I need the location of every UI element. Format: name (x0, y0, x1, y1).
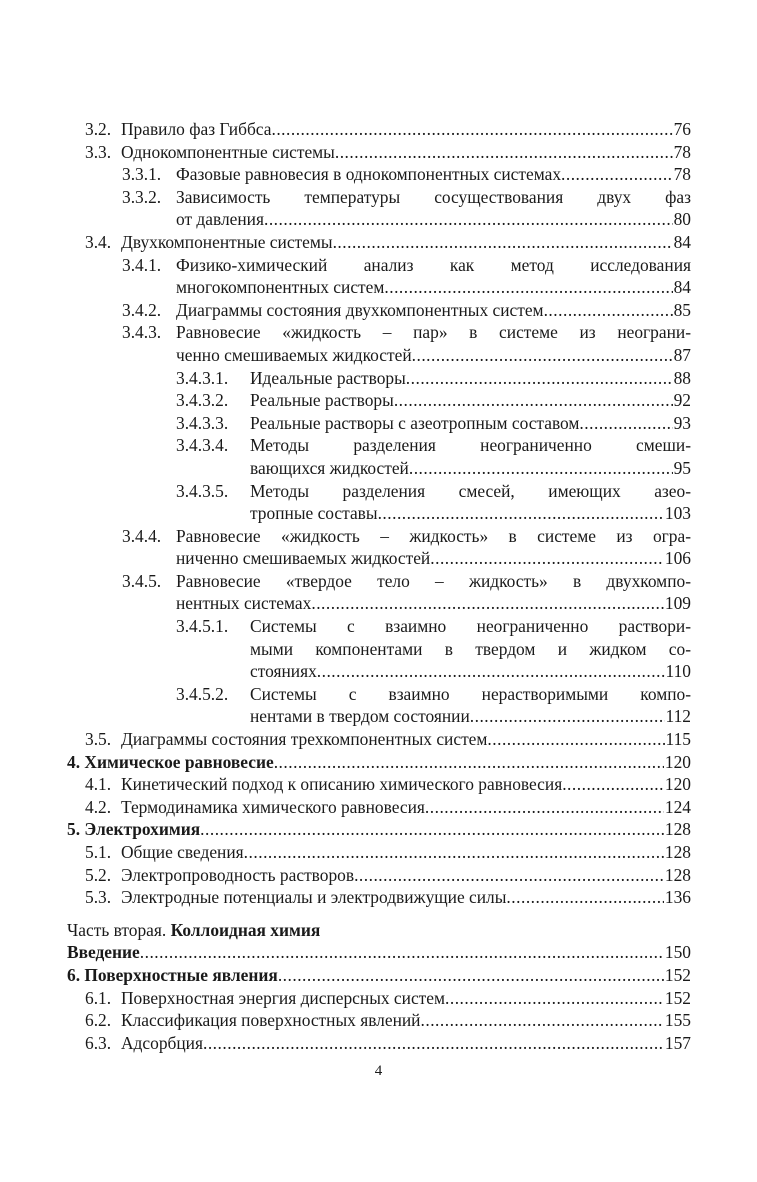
entry-title: нентных системах (176, 593, 312, 614)
toc-entry-5-3[interactable] (67, 886, 691, 909)
entry-title: ченно смешиваемых жидкостей (176, 344, 412, 365)
leader-dots (378, 502, 664, 525)
page-number: 109 (664, 593, 691, 614)
entry-number: 3.4.2. (122, 299, 162, 320)
leader-dots (430, 547, 664, 570)
entry-title: стояниях (250, 661, 317, 682)
leader-dots (561, 163, 673, 186)
entry-number: 3.4.1. (122, 254, 162, 275)
entry-title-line: Равновесие «жидкость – жидкость» в системе из огра- (176, 525, 691, 546)
leader-dots (544, 299, 673, 322)
entry-title: Адсорбция (121, 1032, 203, 1053)
leader-dots (425, 796, 664, 819)
leader-dots (384, 276, 672, 299)
page-folio: 4 (374, 1063, 383, 1079)
toc-entry-5-2[interactable] (67, 864, 691, 887)
entry-number: 3.2. (85, 119, 112, 139)
entry-title: Реальные растворы с азеотропным составом (250, 412, 580, 433)
toc-chapter-5[interactable] (67, 818, 691, 841)
entry-title: Реальные растворы (250, 390, 394, 411)
entry-number: 3.3. (85, 141, 112, 162)
entry-title-line: мыми компонентами в твердом и жидком со- (250, 638, 691, 659)
toc-entry-3-3-1[interactable] (67, 163, 691, 186)
entry-title: Диаграммы состояния трехкомпонентных систем (121, 729, 488, 750)
toc-entry-3-4-3-5[interactable] (67, 480, 691, 525)
toc-entry-3-4-4[interactable] (67, 525, 691, 570)
toc-entry-3-4-3-2[interactable] (67, 389, 691, 412)
entry-title-line: Системы с взаимно нерастворимыми компо- (250, 683, 691, 704)
page-number: 136 (664, 887, 691, 908)
toc-entry-3-4-2[interactable] (67, 299, 691, 322)
leader-dots (271, 118, 672, 141)
leader-dots (394, 389, 673, 412)
toc-entries-part-two (67, 941, 691, 1054)
entry-number: 3.4.3.1. (176, 367, 229, 388)
entry-number: 6.2. (85, 1010, 112, 1031)
part-heading (67, 919, 691, 942)
entry-title: от давления (176, 209, 264, 230)
chapter-number: 5. (67, 819, 81, 840)
page-number: 152 (664, 964, 691, 985)
entry-number: 6.3. (85, 1032, 112, 1053)
leader-dots (317, 660, 665, 683)
toc-entry-3-5[interactable] (67, 728, 691, 751)
page-number: 155 (664, 1010, 691, 1031)
page-number: 87 (673, 344, 691, 365)
page-number: 95 (673, 457, 691, 478)
toc-entry-6-3[interactable] (67, 1032, 691, 1055)
page-number: 152 (664, 987, 691, 1008)
page-number: 76 (673, 119, 691, 139)
entry-number: 3.4.4. (122, 525, 162, 546)
page-number: 84 (673, 231, 691, 252)
entry-number: 3.4.5.1. (176, 616, 229, 637)
page-number: 103 (664, 503, 691, 524)
entry-title: Двухкомпонентные системы (121, 231, 333, 252)
entry-title-line: Методы разделения смесей, имеющих азео- (250, 480, 691, 501)
entry-title: Правило фаз Гиббса (121, 119, 272, 139)
page-number: 80 (673, 209, 691, 230)
entry-number: 4.1. (85, 774, 112, 795)
entry-title: Электродные потенциалы и электродвижущие силы (121, 887, 507, 908)
leader-dots (445, 987, 664, 1010)
leader-dots (354, 864, 664, 887)
page-number: 78 (673, 164, 691, 185)
entry-title: ниченно смешиваемых жидкостей (176, 548, 431, 569)
chapter-title: Электрохимия (84, 819, 201, 840)
leader-dots (333, 231, 673, 254)
toc-entry-3-3[interactable] (67, 141, 691, 164)
toc-entry-3-4[interactable] (67, 231, 691, 254)
entry-title: Фазовые равновесия в однокомпонентных системах (176, 164, 562, 185)
page-number: 93 (673, 412, 691, 433)
toc-entry-3-3-2[interactable] (67, 186, 691, 231)
leader-dots (335, 141, 673, 164)
page-number: 115 (665, 729, 691, 750)
part-prefix: Часть вторая. (67, 919, 167, 940)
entry-number: 5.1. (85, 842, 112, 862)
toc-entries (67, 118, 691, 909)
entry-number: 3.5. (85, 729, 112, 750)
toc-entry-6-2[interactable] (67, 1009, 691, 1032)
page-number: 124 (664, 796, 691, 817)
leader-dots (487, 728, 664, 751)
entry-title-line: Равновесие «жидкость – пар» в системе из неограни- (176, 322, 691, 343)
toc-entry-3-4-5-1[interactable] (67, 615, 691, 683)
leader-dots (274, 751, 664, 774)
entry-number: 3.4.5.2. (176, 683, 229, 704)
entry-number: 4.2. (85, 796, 112, 817)
toc-entry-4-2[interactable] (67, 796, 691, 819)
entry-title: Электропроводность растворов (121, 864, 355, 885)
entry-number: 3.4.3.3. (176, 412, 229, 433)
leader-dots (470, 705, 665, 728)
page-number: 128 (664, 842, 691, 862)
toc-entry-4-1[interactable] (67, 773, 691, 796)
page-number: 128 (664, 819, 691, 840)
entry-title: Классификация поверхностных явлений (121, 1010, 421, 1031)
table-of-contents (67, 118, 691, 1054)
chapter-title: Введение (67, 942, 140, 963)
page-number: 88 (673, 367, 691, 388)
entry-number: 3.3.1. (122, 164, 162, 185)
page-number: 84 (673, 277, 691, 298)
leader-dots (200, 818, 664, 841)
leader-dots (409, 457, 673, 480)
leader-dots (421, 1009, 664, 1032)
entry-number: 3.4. (85, 231, 112, 252)
leader-dots (203, 1032, 664, 1055)
entry-number: 5.3. (85, 887, 112, 908)
entry-number: 5.2. (85, 864, 112, 885)
toc-entry-3-4-3-4[interactable] (67, 434, 691, 479)
page-number: 78 (673, 141, 691, 162)
toc-chapter-4[interactable] (67, 751, 691, 774)
toc-entry-3-4-3[interactable] (67, 321, 691, 366)
entry-number: 3.4.3.4. (176, 435, 229, 456)
entry-number: 3.4.3.5. (176, 480, 229, 501)
chapter-title: Поверхностные явления (84, 964, 278, 985)
page-number: 120 (664, 774, 691, 795)
page-number: 150 (664, 942, 691, 963)
entry-title: вающихся жидкостей (250, 457, 409, 478)
toc-entry-introduction[interactable] (67, 941, 691, 964)
entry-title: тропные составы (250, 503, 378, 524)
entry-title: Поверхностная энергия дисперсных систем (121, 987, 445, 1008)
leader-dots (244, 841, 664, 864)
entry-number: 3.3.2. (122, 186, 162, 207)
entry-number: 3.4.3.2. (176, 390, 229, 411)
entry-title: Диаграммы состояния двухкомпонентных систем (176, 299, 544, 320)
part-title: Коллоидная химия (170, 919, 321, 940)
toc-entry-6-1[interactable] (67, 987, 691, 1010)
entry-title-line: Системы с взаимно неограниченно раствори- (250, 616, 691, 637)
leader-dots (579, 412, 672, 435)
entry-title: Общие сведения (121, 842, 244, 862)
toc-entry-3-4-1[interactable] (67, 254, 691, 299)
leader-dots (278, 964, 664, 987)
page-number: 128 (664, 864, 691, 885)
entry-number: 3.4.5. (122, 570, 162, 591)
leader-dots (562, 773, 664, 796)
entry-number: 3.4.3. (122, 322, 162, 343)
page-number: 120 (664, 751, 691, 772)
toc-entry-3-2[interactable] (67, 118, 691, 141)
entry-number: 6.1. (85, 987, 112, 1008)
toc-entry-3-4-3-1[interactable] (67, 367, 691, 390)
page-number: 157 (664, 1032, 691, 1053)
page-number: 85 (673, 299, 691, 320)
page-number: 110 (665, 661, 691, 682)
leader-dots (311, 592, 664, 615)
page-number: 112 (665, 706, 691, 727)
entry-title: Идеальные растворы (250, 367, 406, 388)
entry-title: нентами в твердом состоянии (250, 706, 470, 727)
entry-title-line: Физико-химический анализ как метод исследования (176, 254, 691, 275)
chapter-title: Химическое равновесие (84, 751, 274, 772)
chapter-number: 6. (67, 964, 81, 985)
toc-entry-3-4-3-3[interactable] (67, 412, 691, 435)
toc-chapter-6[interactable] (67, 964, 691, 987)
page-number: 106 (664, 548, 691, 569)
entry-title: Термодинамика химического равновесия (121, 796, 425, 817)
entry-title: Кинетический подход к описанию химического равновесия (121, 774, 563, 795)
toc-entry-3-4-5-2[interactable] (67, 683, 691, 728)
entry-title-line: Методы разделения неограниченно смеши- (250, 435, 691, 456)
entry-title: Однокомпонентные системы (121, 141, 335, 162)
toc-entry-3-4-5[interactable] (67, 570, 691, 615)
entry-title: многокомпонентных систем (176, 277, 385, 298)
toc-entry-5-1[interactable] (67, 841, 691, 864)
entry-title-line: Равновесие «твердое тело – жидкость» в двухкомпо- (176, 570, 691, 591)
entry-title-line: Зависимость температуры сосуществования двух фаз (176, 186, 691, 207)
leader-dots (264, 208, 673, 231)
leader-dots (412, 344, 673, 367)
page-number: 92 (673, 390, 691, 411)
chapter-number: 4. (67, 751, 81, 772)
leader-dots (506, 886, 663, 909)
leader-dots (406, 367, 673, 390)
leader-dots (140, 941, 664, 964)
